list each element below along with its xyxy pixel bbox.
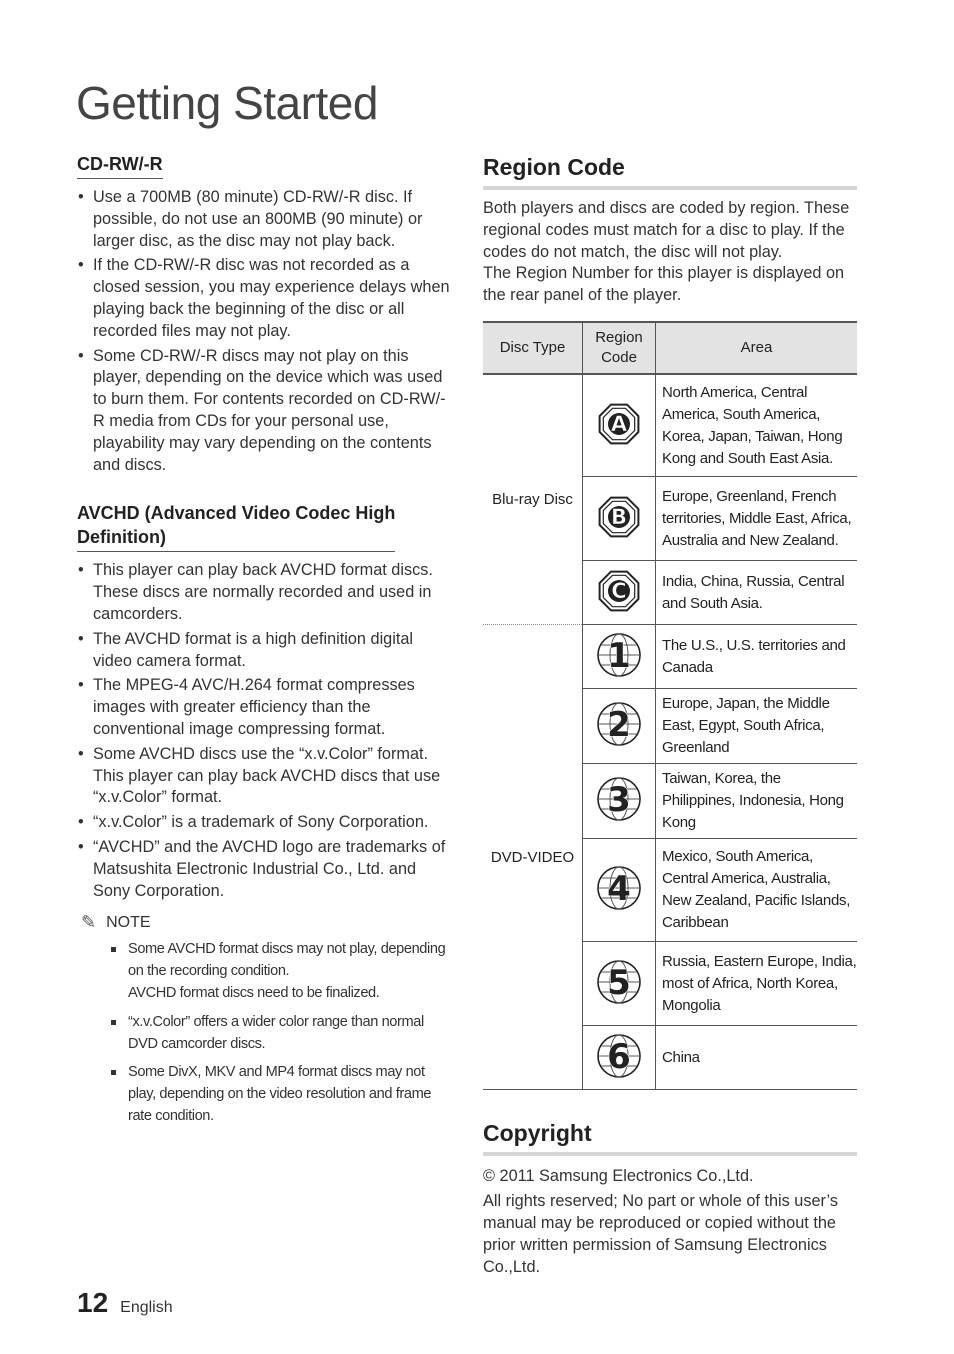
region-code-cell (583, 477, 656, 561)
region-code-cell (583, 374, 656, 477)
table-row (483, 374, 857, 477)
note-label: NOTE (106, 913, 151, 931)
pencil-icon: ✎ (81, 912, 97, 933)
region-code-cell (583, 561, 656, 625)
list-item: • Some CD-RW/-R discs may not play on this player, depending on the device which was used to burn them. For contents recorded on CD-RW/-R media from CDs for your personal use, playability may vary depending on the contents and discs. (77, 346, 453, 477)
copyright-line2: All rights reserved; No part or whole of this user’s manual may be reproduced or copied without the prior written permission of Samsung Electronics Co.,Ltd. (483, 1192, 839, 1276)
header-region-code (583, 322, 656, 374)
page-number: 12 (77, 1287, 109, 1318)
region-code-number: 4 (607, 869, 631, 910)
note-item (111, 939, 453, 1004)
region-code-symbol (596, 959, 642, 1005)
list-item: • “AVCHD” and the AVCHD logo are trademarks of Matsushita Electronic Industrial Co., Ltd. and Sony Corporation. (77, 837, 453, 902)
region-code-cell (583, 625, 656, 689)
right-column (483, 152, 857, 1278)
region-1-icon (596, 632, 642, 678)
region-code-symbol (596, 494, 642, 540)
region-code-symbol (596, 632, 642, 678)
region-6-icon (596, 1033, 642, 1079)
avchd-list (77, 560, 453, 902)
note-item (111, 1062, 453, 1127)
region-para2: The Region Number for this player is displayed on the rear panel of the player. (483, 264, 845, 305)
language-label: English (120, 1299, 173, 1316)
list-item: • This player can play back AVCHD format discs. These discs are normally recorded and used in camcorders. (77, 560, 453, 625)
region-code-number: 2 (607, 705, 631, 746)
header-region-code-line2: Code (601, 348, 637, 366)
region-code-cell (583, 689, 656, 764)
list-item: • If the CD-RW/-R disc was not recorded as a closed session, you may experience delays when playing back the beginning of the disc or all recorded files may not play. (77, 255, 453, 342)
region-code-cell (583, 942, 656, 1026)
area-cell: Russia, Eastern Europe, India, most of Africa, North Korea, Mongolia (656, 942, 858, 1026)
list-item: • The AVCHD format is a high definition digital video camera format. (77, 629, 453, 673)
list-item: • The MPEG-4 AVC/H.264 format compresses images with greater efficiency than the conventional image compressing format. (77, 675, 453, 740)
avchd-heading-line2: Definition) (77, 527, 166, 548)
region-2-icon (596, 701, 642, 747)
region-code-cell (583, 839, 656, 942)
region-code-letter: C (611, 578, 627, 603)
region-code-letter: B (610, 504, 628, 529)
region-code-table (483, 321, 857, 1091)
region-code-number: 5 (607, 962, 631, 1003)
region-b-icon (596, 494, 642, 540)
region-code-number: 1 (607, 635, 631, 676)
table-row (483, 625, 857, 689)
region-code-number: 6 (607, 1036, 631, 1077)
page-footer (77, 1287, 173, 1319)
area-cell: India, China, Russia, Central and South Asia. (656, 561, 858, 625)
region-code-symbol (596, 401, 642, 447)
region-a-icon (596, 401, 642, 447)
note-text: AVCHD format discs need to be finalized. (128, 984, 380, 1001)
area-cell: Mexico, South America, Central America, Australia, New Zealand, Pacific Islands, Caribbean (656, 839, 858, 942)
page-title: Getting Started (76, 77, 378, 129)
left-column (77, 152, 453, 1135)
note-list (77, 939, 453, 1127)
avchd-heading (77, 501, 395, 552)
note-item (111, 1012, 453, 1056)
cdrw-heading: CD-RW/-R (77, 152, 163, 179)
region-5-icon (596, 959, 642, 1005)
region-c-icon (596, 568, 642, 614)
region-3-icon (596, 776, 642, 822)
copyright-line1: © 2011 Samsung Electronics Co.,Ltd. (483, 1167, 754, 1186)
list-item: • Some AVCHD discs use the “x.v.Color” format. This player can play back AVCHD discs that use “x.v.Color” format. (77, 744, 453, 809)
region-code-symbol (596, 568, 642, 614)
note-text: “x.v.Color” offers a wider color range than normal DVD camcorder discs. (128, 1013, 424, 1052)
region-code-symbol (596, 776, 642, 822)
area-cell: Taiwan, Korea, the Philippines, Indonesia, Hong Kong (656, 764, 858, 839)
area-cell: China (656, 1026, 858, 1090)
header-disc-type: Disc Type (483, 322, 583, 374)
list-item: • Use a 700MB (80 minute) CD-RW/-R disc. If possible, do not use an 800MB (90 minute) or larger disc, as the disc may not play back. (77, 187, 453, 252)
area-cell: Europe, Japan, the Middle East, Egypt, South Africa, Greenland (656, 689, 858, 764)
header-region-code-line1: Region (595, 328, 643, 346)
note-heading (81, 912, 453, 933)
header-area: Area (656, 322, 858, 374)
disc-type-dvd: DVD-VIDEO (483, 625, 583, 1090)
region-4-icon (596, 865, 642, 911)
list-item: • “x.v.Color” is a trademark of Sony Corporation. (77, 812, 453, 834)
region-code-cell (583, 764, 656, 839)
region-code-symbol (596, 701, 642, 747)
region-para1: Both players and discs are coded by region. These regional codes must match for a disc to play. If the codes do not match, the disc will not play. (483, 199, 850, 261)
area-cell: The U.S., U.S. territories and Canada (656, 625, 858, 689)
note-text: Some AVCHD format discs may not play, depending on the recording condition. (128, 941, 446, 980)
cdrw-list (77, 187, 453, 476)
region-code-number: 3 (607, 780, 631, 821)
region-code-cell (583, 1026, 656, 1090)
note-text: Some DivX, MKV and MP4 format discs may not play, depending on the video resolution and frame rate condition. (128, 1064, 432, 1124)
region-heading: Region Code (483, 152, 857, 190)
disc-type-bluray: Blu-ray Disc (483, 374, 583, 625)
area-cell: Europe, Greenland, French territories, Middle East, Africa, Australia and New Zealand. (656, 477, 858, 561)
avchd-heading-line1: AVCHD (Advanced Video Codec High (77, 503, 396, 524)
copyright-heading: Copyright (483, 1118, 857, 1156)
table-header-row (483, 322, 857, 374)
area-cell: North America, Central America, South America, Korea, Japan, Taiwan, Hong Kong and South East Asia. (656, 374, 858, 477)
region-code-symbol (596, 865, 642, 911)
region-code-symbol (596, 1033, 642, 1079)
region-code-letter: A (610, 411, 628, 436)
